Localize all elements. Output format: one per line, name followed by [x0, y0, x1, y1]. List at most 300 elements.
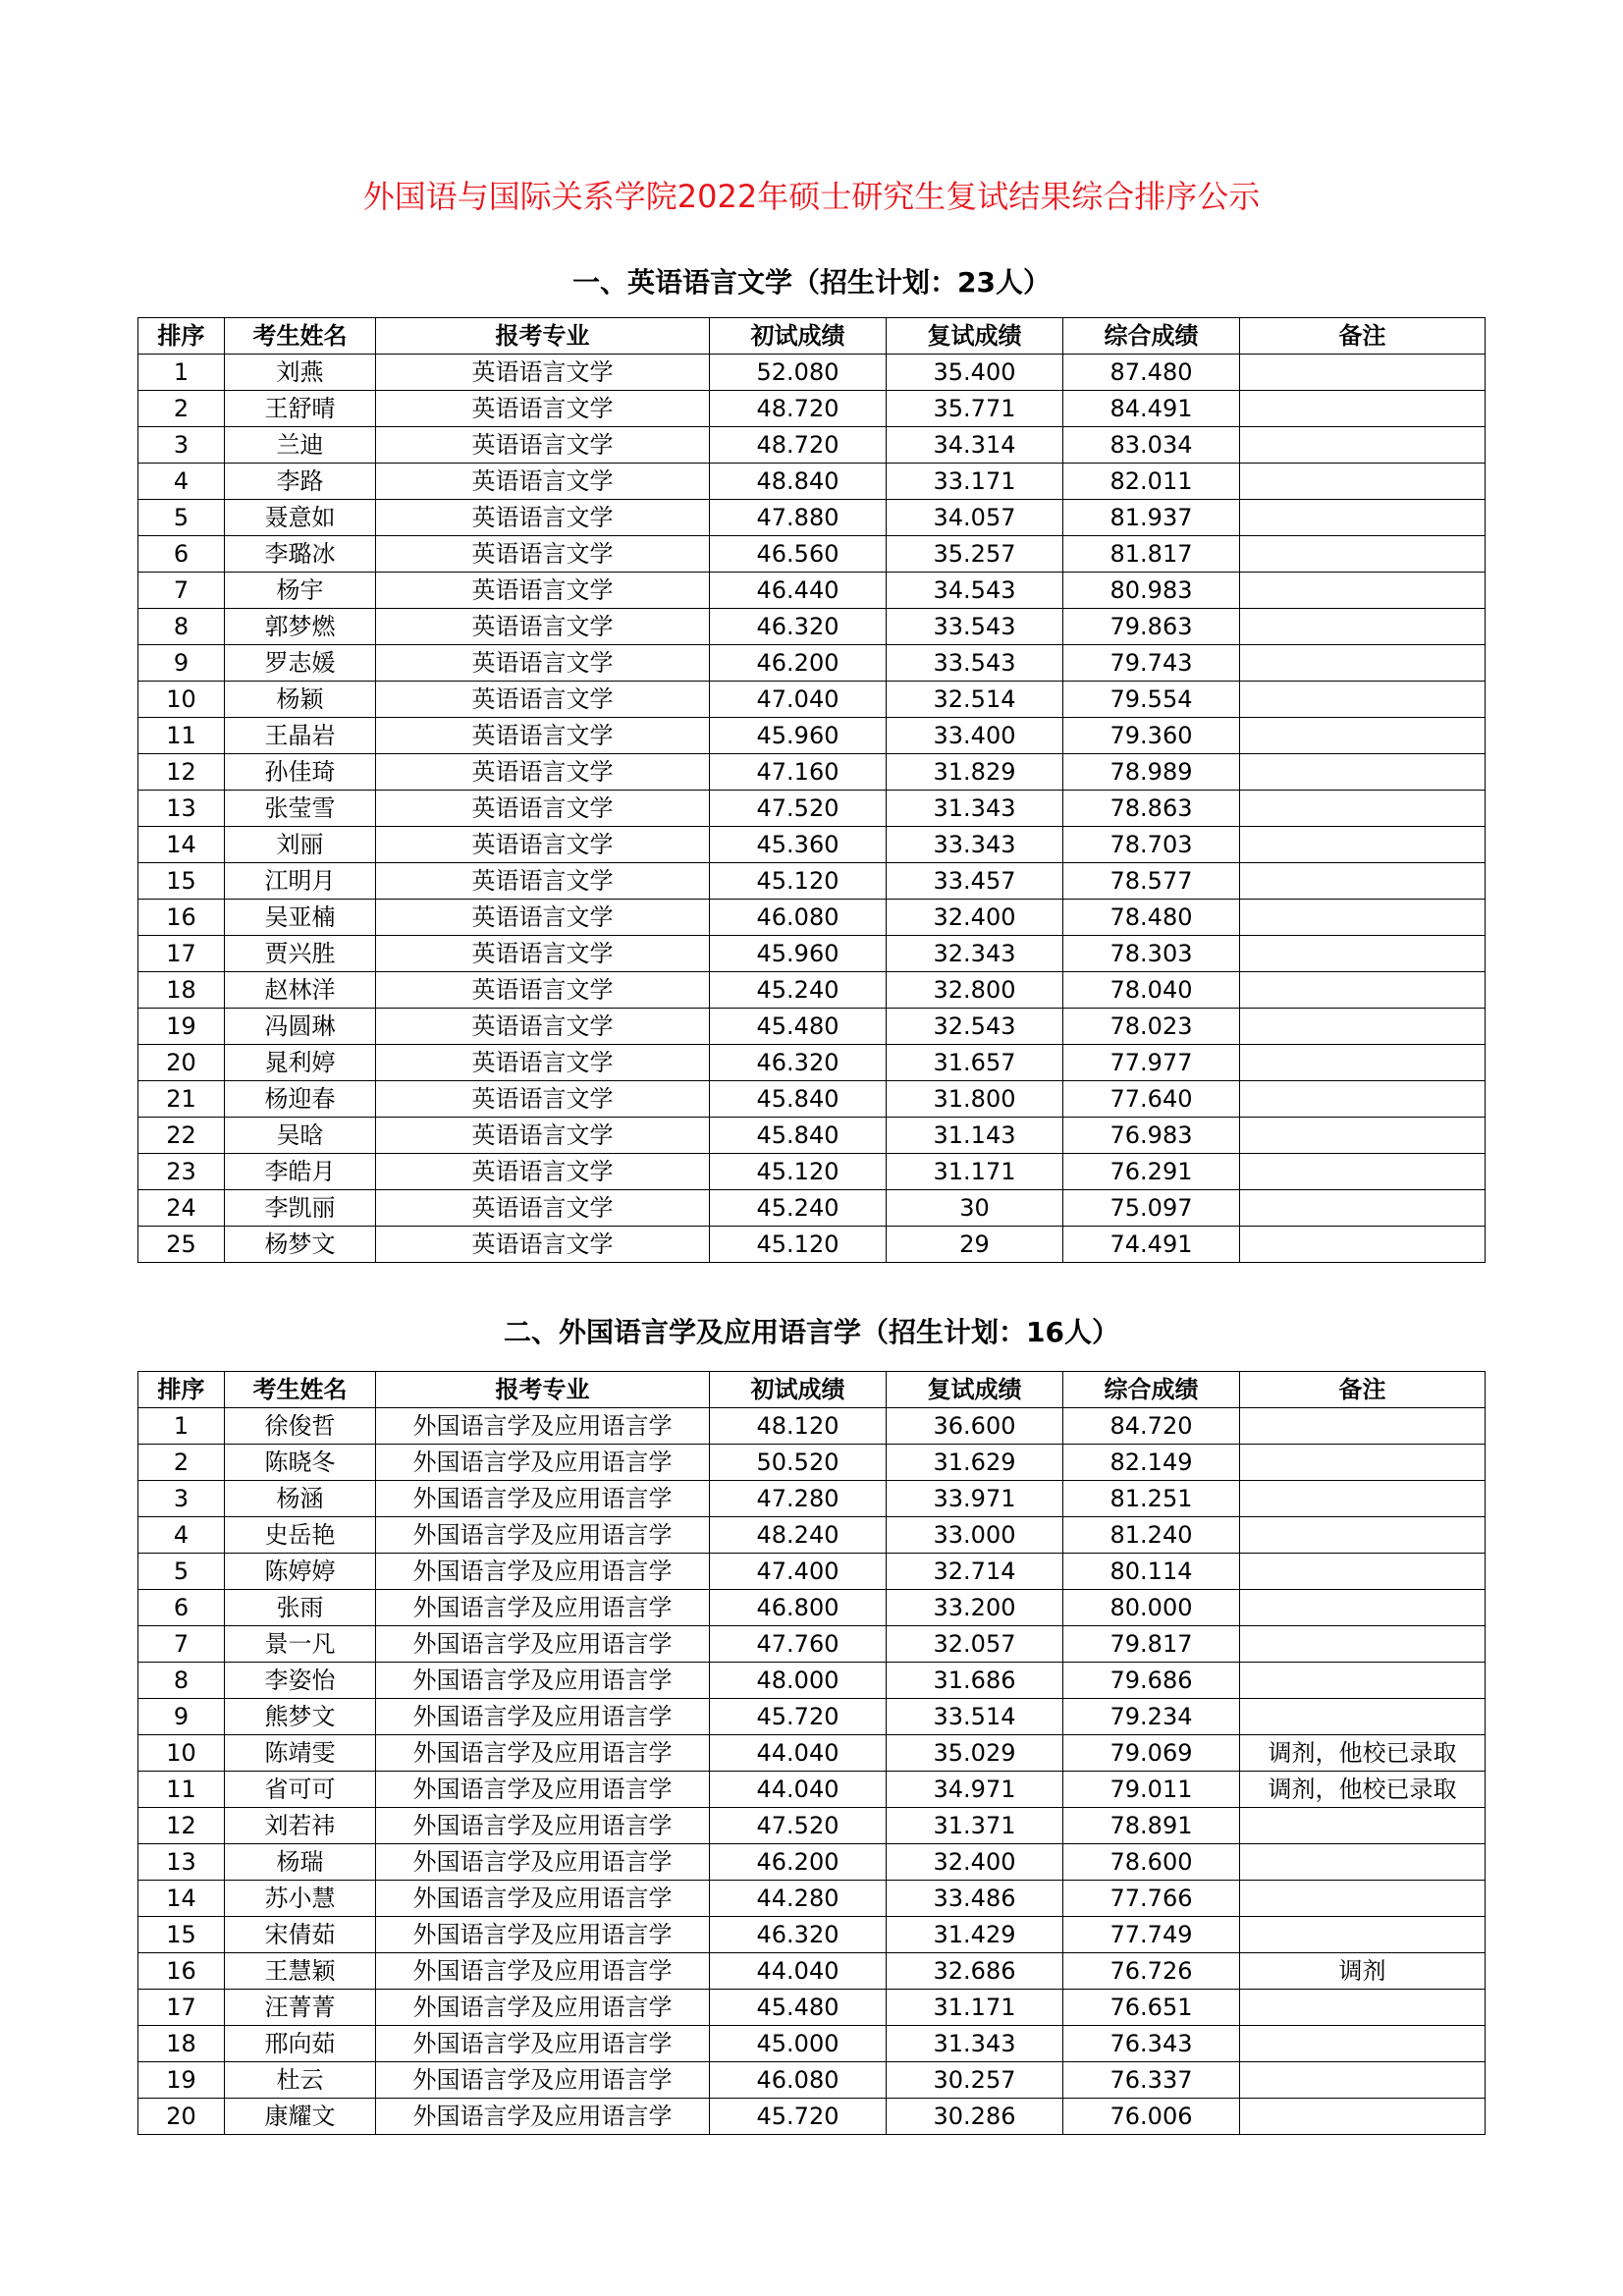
cell-retest-score: 36.600: [887, 1408, 1063, 1445]
cell-note: [1240, 1481, 1486, 1517]
cell-note: [1240, 1554, 1486, 1590]
header-rank: 排序: [138, 318, 225, 355]
cell-major: 外国语言学及应用语言学: [376, 1445, 710, 1481]
cell-rank: 1: [138, 1408, 225, 1445]
cell-retest-score: 31.371: [887, 1808, 1063, 1844]
cell-major: 外国语言学及应用语言学: [376, 1772, 710, 1808]
cell-major: 英语语言文学: [376, 1081, 710, 1118]
cell-total-score: 79.554: [1063, 682, 1240, 718]
cell-total-score: 78.303: [1063, 936, 1240, 972]
cell-note: [1240, 1227, 1486, 1263]
cell-initial-score: 45.480: [710, 1990, 887, 2026]
cell-retest-score: 33.000: [887, 1517, 1063, 1554]
cell-total-score: 79.360: [1063, 718, 1240, 754]
cell-retest-score: 31.143: [887, 1118, 1063, 1154]
cell-total-score: 81.240: [1063, 1517, 1240, 1554]
cell-major: 外国语言学及应用语言学: [376, 1626, 710, 1663]
header-major: 报考专业: [376, 318, 710, 355]
cell-note: [1240, 900, 1486, 936]
cell-retest-score: 32.800: [887, 972, 1063, 1009]
cell-retest-score: 31.657: [887, 1045, 1063, 1081]
cell-note: 调剂，他校已录取: [1240, 1772, 1486, 1808]
cell-name: 徐俊哲: [225, 1408, 376, 1445]
cell-note: [1240, 682, 1486, 718]
cell-major: 外国语言学及应用语言学: [376, 1481, 710, 1517]
table-row: [138, 900, 1486, 936]
cell-name: 李凯丽: [225, 1190, 376, 1227]
cell-note: [1240, 827, 1486, 863]
cell-note: [1240, 2062, 1486, 2099]
cell-total-score: 74.491: [1063, 1227, 1240, 1263]
table-row: [138, 1081, 1486, 1118]
cell-initial-score: 45.960: [710, 718, 887, 754]
table-row: [138, 936, 1486, 972]
cell-total-score: 77.749: [1063, 1917, 1240, 1953]
table-row: [138, 754, 1486, 791]
cell-rank: 18: [138, 2026, 225, 2062]
cell-major: 外国语言学及应用语言学: [376, 1408, 710, 1445]
cell-initial-score: 48.720: [710, 427, 887, 464]
cell-total-score: 76.006: [1063, 2099, 1240, 2135]
cell-note: [1240, 718, 1486, 754]
cell-rank: 10: [138, 682, 225, 718]
cell-initial-score: 45.240: [710, 1190, 887, 1227]
table-row: [138, 2099, 1486, 2135]
cell-major: 英语语言文学: [376, 900, 710, 936]
cell-initial-score: 45.240: [710, 972, 887, 1009]
cell-note: [1240, 1445, 1486, 1481]
table-row: [138, 1735, 1486, 1772]
cell-note: [1240, 1990, 1486, 2026]
cell-major: 英语语言文学: [376, 718, 710, 754]
table-row: [138, 1917, 1486, 1953]
table-row: [138, 645, 1486, 682]
cell-retest-score: 32.686: [887, 1953, 1063, 1990]
cell-name: 苏小慧: [225, 1881, 376, 1917]
cell-rank: 11: [138, 1772, 225, 1808]
cell-rank: 20: [138, 2099, 225, 2135]
cell-initial-score: 46.320: [710, 609, 887, 645]
cell-rank: 3: [138, 427, 225, 464]
cell-retest-score: 31.629: [887, 1445, 1063, 1481]
cell-name: 宋倩茹: [225, 1917, 376, 1953]
cell-major: 外国语言学及应用语言学: [376, 1699, 710, 1735]
cell-initial-score: 44.040: [710, 1953, 887, 1990]
cell-total-score: 82.149: [1063, 1445, 1240, 1481]
cell-note: [1240, 500, 1486, 536]
cell-total-score: 80.114: [1063, 1554, 1240, 1590]
cell-total-score: 78.577: [1063, 863, 1240, 900]
cell-initial-score: 48.240: [710, 1517, 887, 1554]
cell-retest-score: 31.686: [887, 1663, 1063, 1699]
table-row: [138, 464, 1486, 500]
cell-rank: 13: [138, 1844, 225, 1881]
cell-retest-score: 33.457: [887, 863, 1063, 900]
cell-retest-score: 35.029: [887, 1735, 1063, 1772]
cell-rank: 1: [138, 355, 225, 391]
cell-initial-score: 45.360: [710, 827, 887, 863]
cell-initial-score: 44.040: [710, 1772, 887, 1808]
cell-total-score: 76.726: [1063, 1953, 1240, 1990]
table-row: [138, 1663, 1486, 1699]
cell-initial-score: 47.520: [710, 791, 887, 827]
cell-major: 外国语言学及应用语言学: [376, 1990, 710, 2026]
cell-initial-score: 45.720: [710, 2099, 887, 2135]
cell-total-score: 75.097: [1063, 1190, 1240, 1227]
cell-total-score: 77.977: [1063, 1045, 1240, 1081]
cell-name: 聂意如: [225, 500, 376, 536]
cell-name: 吴晗: [225, 1118, 376, 1154]
cell-major: 英语语言文学: [376, 936, 710, 972]
table-row: [138, 1990, 1486, 2026]
table-row: [138, 2026, 1486, 2062]
cell-total-score: 76.343: [1063, 2026, 1240, 2062]
cell-name: 熊梦文: [225, 1699, 376, 1735]
cell-initial-score: 46.320: [710, 1045, 887, 1081]
cell-note: [1240, 936, 1486, 972]
cell-total-score: 79.686: [1063, 1663, 1240, 1699]
cell-rank: 7: [138, 1626, 225, 1663]
cell-initial-score: 47.040: [710, 682, 887, 718]
cell-retest-score: 31.829: [887, 754, 1063, 791]
cell-initial-score: 45.480: [710, 1009, 887, 1045]
table-row: [138, 1445, 1486, 1481]
cell-note: [1240, 1590, 1486, 1626]
cell-initial-score: 45.120: [710, 863, 887, 900]
cell-note: [1240, 1517, 1486, 1554]
cell-retest-score: 31.171: [887, 1990, 1063, 2026]
cell-name: 省可可: [225, 1772, 376, 1808]
cell-major: 外国语言学及应用语言学: [376, 1953, 710, 1990]
cell-rank: 15: [138, 863, 225, 900]
cell-note: [1240, 1190, 1486, 1227]
cell-total-score: 79.011: [1063, 1772, 1240, 1808]
cell-rank: 17: [138, 1990, 225, 2026]
cell-name: 赵林洋: [225, 972, 376, 1009]
cell-note: [1240, 1917, 1486, 1953]
cell-retest-score: 34.971: [887, 1772, 1063, 1808]
cell-total-score: 82.011: [1063, 464, 1240, 500]
header-name: 考生姓名: [225, 318, 376, 355]
cell-major: 外国语言学及应用语言学: [376, 1808, 710, 1844]
cell-note: [1240, 1009, 1486, 1045]
cell-note: [1240, 1699, 1486, 1735]
cell-retest-score: 33.543: [887, 609, 1063, 645]
header-total-score: 综合成绩: [1063, 1372, 1240, 1408]
cell-rank: 2: [138, 391, 225, 427]
cell-major: 英语语言文学: [376, 1045, 710, 1081]
cell-note: [1240, 1045, 1486, 1081]
cell-name: 李姿怡: [225, 1663, 376, 1699]
cell-major: 外国语言学及应用语言学: [376, 1554, 710, 1590]
table-row: [138, 1045, 1486, 1081]
cell-retest-score: 33.400: [887, 718, 1063, 754]
cell-major: 外国语言学及应用语言学: [376, 2099, 710, 2135]
cell-major: 英语语言文学: [376, 391, 710, 427]
cell-rank: 9: [138, 645, 225, 682]
table-row: [138, 1554, 1486, 1590]
table-row: [138, 1190, 1486, 1227]
header-initial-score: 初试成绩: [710, 1372, 887, 1408]
cell-rank: 24: [138, 1190, 225, 1227]
cell-rank: 23: [138, 1154, 225, 1190]
cell-name: 汪菁菁: [225, 1990, 376, 2026]
page-title: 外国语与国际关系学院2022年硕士研究生复试结果综合排序公示: [362, 178, 1261, 215]
cell-rank: 18: [138, 972, 225, 1009]
cell-initial-score: 46.080: [710, 900, 887, 936]
cell-rank: 5: [138, 500, 225, 536]
cell-rank: 9: [138, 1699, 225, 1735]
cell-rank: 16: [138, 1953, 225, 1990]
cell-initial-score: 48.840: [710, 464, 887, 500]
cell-major: 外国语言学及应用语言学: [376, 1590, 710, 1626]
header-retest-score: 复试成绩: [887, 1372, 1063, 1408]
cell-total-score: 79.069: [1063, 1735, 1240, 1772]
cell-retest-score: 32.714: [887, 1554, 1063, 1590]
cell-retest-score: 30.257: [887, 2062, 1063, 2099]
cell-initial-score: 47.280: [710, 1481, 887, 1517]
cell-rank: 2: [138, 1445, 225, 1481]
cell-initial-score: 45.720: [710, 1699, 887, 1735]
cell-total-score: 78.703: [1063, 827, 1240, 863]
cell-retest-score: 34.314: [887, 427, 1063, 464]
cell-initial-score: 46.800: [710, 1590, 887, 1626]
cell-initial-score: 45.000: [710, 2026, 887, 2062]
cell-rank: 20: [138, 1045, 225, 1081]
cell-major: 外国语言学及应用语言学: [376, 1844, 710, 1881]
cell-rank: 25: [138, 1227, 225, 1263]
cell-rank: 19: [138, 2062, 225, 2099]
cell-note: [1240, 573, 1486, 609]
cell-name: 杨涵: [225, 1481, 376, 1517]
cell-name: 郭梦燃: [225, 609, 376, 645]
cell-total-score: 78.600: [1063, 1844, 1240, 1881]
cell-note: [1240, 1408, 1486, 1445]
cell-major: 英语语言文学: [376, 645, 710, 682]
cell-note: [1240, 427, 1486, 464]
cell-rank: 6: [138, 536, 225, 573]
cell-rank: 15: [138, 1917, 225, 1953]
cell-initial-score: 52.080: [710, 355, 887, 391]
cell-retest-score: 31.343: [887, 2026, 1063, 2062]
cell-retest-score: 32.343: [887, 936, 1063, 972]
cell-major: 英语语言文学: [376, 972, 710, 1009]
cell-name: 陈婷婷: [225, 1554, 376, 1590]
cell-total-score: 78.040: [1063, 972, 1240, 1009]
cell-retest-score: 35.771: [887, 391, 1063, 427]
cell-name: 杨迎春: [225, 1081, 376, 1118]
cell-name: 杨宇: [225, 573, 376, 609]
cell-retest-score: 30.286: [887, 2099, 1063, 2135]
cell-name: 晁利婷: [225, 1045, 376, 1081]
cell-note: [1240, 391, 1486, 427]
table-row: [138, 1481, 1486, 1517]
cell-retest-score: 30: [887, 1190, 1063, 1227]
section-title-applied-linguistics: 二、外国语言学及应用语言学（招生计划：16人）: [504, 1316, 1119, 1348]
cell-major: 英语语言文学: [376, 827, 710, 863]
cell-total-score: 76.337: [1063, 2062, 1240, 2099]
cell-total-score: 79.863: [1063, 609, 1240, 645]
table-row: [138, 1154, 1486, 1190]
cell-rank: 5: [138, 1554, 225, 1590]
cell-initial-score: 46.320: [710, 1917, 887, 1953]
cell-retest-score: 33.343: [887, 827, 1063, 863]
cell-total-score: 81.817: [1063, 536, 1240, 573]
cell-total-score: 78.023: [1063, 1009, 1240, 1045]
cell-name: 杨颖: [225, 682, 376, 718]
cell-retest-score: 35.400: [887, 355, 1063, 391]
cell-initial-score: 45.120: [710, 1154, 887, 1190]
table-row: [138, 536, 1486, 573]
cell-major: 英语语言文学: [376, 1154, 710, 1190]
cell-total-score: 84.720: [1063, 1408, 1240, 1445]
cell-rank: 14: [138, 827, 225, 863]
cell-initial-score: 44.040: [710, 1735, 887, 1772]
cell-rank: 6: [138, 1590, 225, 1626]
cell-initial-score: 45.840: [710, 1118, 887, 1154]
table-row: [138, 1699, 1486, 1735]
cell-total-score: 78.891: [1063, 1808, 1240, 1844]
cell-note: [1240, 1663, 1486, 1699]
table-row: [138, 1772, 1486, 1808]
table-row: [138, 682, 1486, 718]
cell-total-score: 76.291: [1063, 1154, 1240, 1190]
cell-major: 英语语言文学: [376, 682, 710, 718]
cell-name: 吴亚楠: [225, 900, 376, 936]
applied-linguistics-table: [137, 1371, 1486, 2135]
header-initial-score: 初试成绩: [710, 318, 887, 355]
cell-note: [1240, 1118, 1486, 1154]
table-header-row: [138, 318, 1486, 355]
header-rank: 排序: [138, 1372, 225, 1408]
cell-note: [1240, 1081, 1486, 1118]
cell-total-score: 78.989: [1063, 754, 1240, 791]
cell-name: 李皓月: [225, 1154, 376, 1190]
cell-initial-score: 45.120: [710, 1227, 887, 1263]
table-row: [138, 2062, 1486, 2099]
cell-retest-score: 31.343: [887, 791, 1063, 827]
cell-total-score: 79.234: [1063, 1699, 1240, 1735]
cell-note: [1240, 2026, 1486, 2062]
cell-retest-score: 33.514: [887, 1699, 1063, 1735]
cell-name: 杜云: [225, 2062, 376, 2099]
cell-retest-score: 33.486: [887, 1881, 1063, 1917]
cell-initial-score: 47.520: [710, 1808, 887, 1844]
table-row: [138, 609, 1486, 645]
cell-major: 英语语言文学: [376, 754, 710, 791]
cell-note: [1240, 464, 1486, 500]
cell-total-score: 76.983: [1063, 1118, 1240, 1154]
table-row: [138, 1881, 1486, 1917]
cell-rank: 7: [138, 573, 225, 609]
cell-initial-score: 48.720: [710, 391, 887, 427]
table-row: [138, 573, 1486, 609]
cell-rank: 8: [138, 1663, 225, 1699]
cell-retest-score: 35.257: [887, 536, 1063, 573]
cell-name: 李路: [225, 464, 376, 500]
cell-total-score: 79.743: [1063, 645, 1240, 682]
cell-retest-score: 32.514: [887, 682, 1063, 718]
cell-total-score: 84.491: [1063, 391, 1240, 427]
cell-initial-score: 50.520: [710, 1445, 887, 1481]
cell-retest-score: 31.800: [887, 1081, 1063, 1118]
table-row: [138, 827, 1486, 863]
cell-rank: 12: [138, 1808, 225, 1844]
cell-name: 王慧颖: [225, 1953, 376, 1990]
cell-note: [1240, 791, 1486, 827]
english-literature-table: [137, 317, 1486, 1263]
cell-rank: 14: [138, 1881, 225, 1917]
header-total-score: 综合成绩: [1063, 318, 1240, 355]
cell-name: 王晶岩: [225, 718, 376, 754]
cell-major: 英语语言文学: [376, 1190, 710, 1227]
cell-major: 英语语言文学: [376, 355, 710, 391]
cell-note: [1240, 2099, 1486, 2135]
cell-major: 英语语言文学: [376, 863, 710, 900]
cell-name: 景一凡: [225, 1626, 376, 1663]
table-row: [138, 1517, 1486, 1554]
table-row: [138, 1808, 1486, 1844]
cell-name: 冯圆琳: [225, 1009, 376, 1045]
cell-note: [1240, 1626, 1486, 1663]
cell-note: 调剂，他校已录取: [1240, 1735, 1486, 1772]
header-name: 考生姓名: [225, 1372, 376, 1408]
cell-note: [1240, 1808, 1486, 1844]
cell-major: 外国语言学及应用语言学: [376, 2062, 710, 2099]
header-major: 报考专业: [376, 1372, 710, 1408]
cell-name: 江明月: [225, 863, 376, 900]
cell-rank: 21: [138, 1081, 225, 1118]
table-row: [138, 972, 1486, 1009]
cell-initial-score: 45.840: [710, 1081, 887, 1118]
cell-retest-score: 34.057: [887, 500, 1063, 536]
cell-major: 外国语言学及应用语言学: [376, 1663, 710, 1699]
cell-name: 邢向茹: [225, 2026, 376, 2062]
cell-major: 外国语言学及应用语言学: [376, 1517, 710, 1554]
cell-rank: 13: [138, 791, 225, 827]
cell-retest-score: 33.200: [887, 1590, 1063, 1626]
cell-name: 张雨: [225, 1590, 376, 1626]
table-header-row: [138, 1372, 1486, 1408]
cell-rank: 10: [138, 1735, 225, 1772]
table-row: [138, 391, 1486, 427]
cell-name: 兰迪: [225, 427, 376, 464]
cell-major: 英语语言文学: [376, 1227, 710, 1263]
cell-rank: 19: [138, 1009, 225, 1045]
cell-major: 英语语言文学: [376, 609, 710, 645]
cell-retest-score: 31.171: [887, 1154, 1063, 1190]
cell-rank: 17: [138, 936, 225, 972]
cell-name: 杨瑞: [225, 1844, 376, 1881]
table-row: [138, 791, 1486, 827]
cell-retest-score: 33.971: [887, 1481, 1063, 1517]
table-row: [138, 500, 1486, 536]
section-title-english-literature: 一、英语语言文学（招生计划：23人）: [572, 266, 1051, 299]
cell-major: 英语语言文学: [376, 536, 710, 573]
cell-name: 王舒晴: [225, 391, 376, 427]
cell-name: 史岳艳: [225, 1517, 376, 1554]
cell-initial-score: 44.280: [710, 1881, 887, 1917]
cell-major: 外国语言学及应用语言学: [376, 1917, 710, 1953]
cell-name: 刘燕: [225, 355, 376, 391]
cell-rank: 3: [138, 1481, 225, 1517]
cell-total-score: 78.480: [1063, 900, 1240, 936]
cell-name: 陈靖雯: [225, 1735, 376, 1772]
cell-note: [1240, 536, 1486, 573]
cell-total-score: 77.640: [1063, 1081, 1240, 1118]
header-retest-score: 复试成绩: [887, 318, 1063, 355]
cell-total-score: 81.251: [1063, 1481, 1240, 1517]
